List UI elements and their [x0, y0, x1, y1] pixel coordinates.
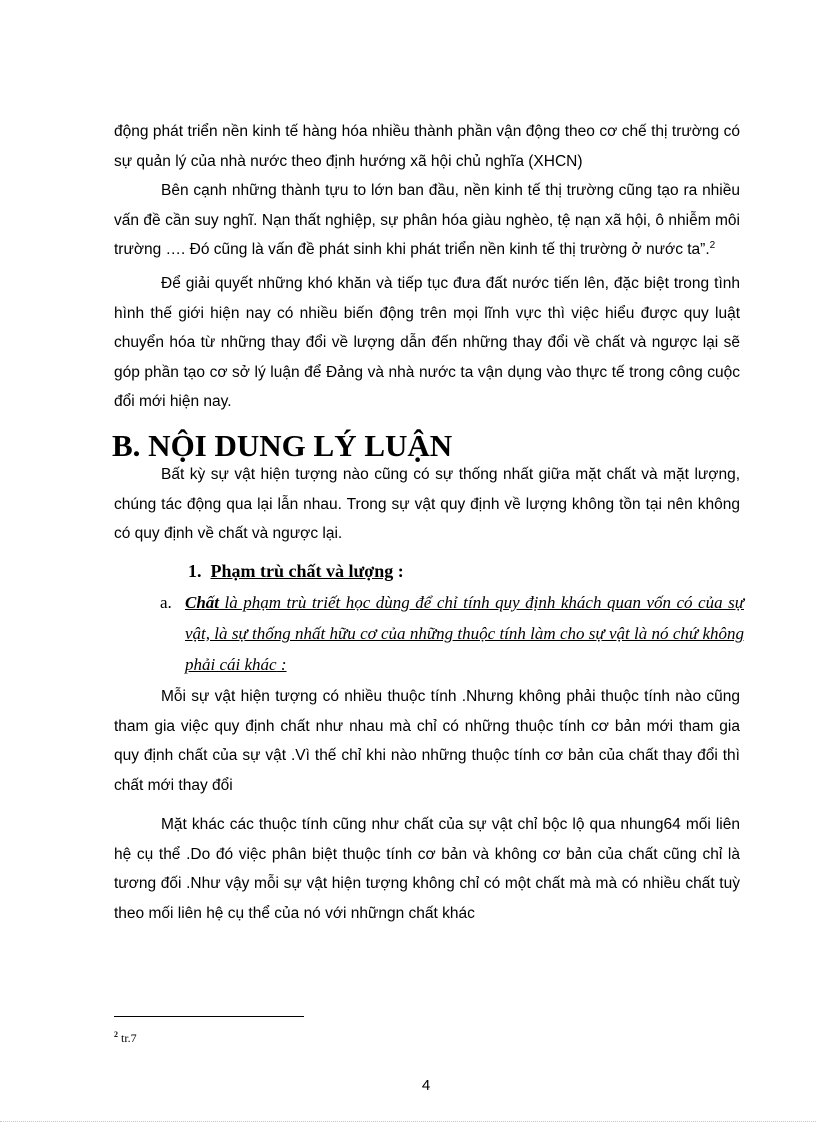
- footnote-separator: [114, 1016, 304, 1017]
- definition-text: [185, 587, 744, 680]
- definition-term: Chất: [185, 593, 220, 612]
- intro-paragraph-2-text: Bên cạnh những thành tựu to lớn ban đầu, nền kinh tế thị trường cũng tạo ra nhiều vấn đề cần suy nghĩ. Nạn thất nghiệp, sự phân hóa giàu nghèo, tệ nạn xã hội, ô nhiễm môi trường …. Đó cũng là vấn đề phát sinh khi phát triển nền kinh tế thị trường ở nước ta”.: [114, 182, 740, 258]
- definition-item: [160, 587, 744, 680]
- definition-body: là phạm trù triết học dùng để chỉ tính quy định khách quan vốn có của sự vật, là sự thống nhất hữu cơ của những thuộc tính làm cho sự vật là nó chứ không phải cái khác: [185, 593, 744, 674]
- page-bottom-border: [0, 1121, 816, 1122]
- subsection-title-text: Phạm trù chất và lượng: [210, 561, 394, 581]
- intro-paragraph-3: Để giải quyết những khó khăn và tiếp tục đưa đất nước tiến lên, đặc biệt trong tình hình thế giới hiện nay có nhiều biến động trên mọi lĩnh vực thì việc hiểu được quy luật chuyển hóa từ những thay đổi về lượng dẫn đến những thay đổi về chất và ngược lại sẽ góp phần tạo cơ sở lý luận để Đảng và nhà nước ta vận dụng vào thực tế trong công cuộc đổi mới hiện nay.: [114, 275, 740, 410]
- intro-paragraph-2: [114, 176, 740, 265]
- definition-marker: a.: [160, 593, 172, 612]
- subsection-colon: :: [393, 561, 404, 581]
- section-b-paragraph: Bất kỳ sự vật hiện tượng nào cũng có sự thống nhất giữa mặt chất và mặt lượng, chúng tác động qua lại lẫn nhau. Trong sự vật quy định về lượng không tồn tại nên không có quy định về chất và ngược lại.: [114, 466, 740, 542]
- footnote-reference[interactable]: 2: [709, 239, 716, 251]
- subsection-number: 1.: [188, 561, 202, 581]
- body-paragraph-2: Mặt khác các thuộc tính cũng như chất của sự vật chỉ bộc lộ qua nhung64 mối liên hệ cụ thể .Do đó việc phân biệt thuộc tính cơ bản và không cơ bản của chất cũng chỉ là tương đối .Như vậy mỗi sự vật hiện tượng không chỉ có một chất mà mà có nhiều chất tuỳ theo mối liên hệ cụ thể của nó với nhữngn chất khác: [114, 816, 740, 922]
- section-b-heading: B. NỘI DUNG LÝ LUẬN: [112, 428, 453, 463]
- footnote-marker: 2: [114, 1030, 118, 1039]
- footnote-text: tr.7: [118, 1031, 137, 1045]
- intro-paragraph-1: động phát triển nền kinh tế hàng hóa nhiều thành phần vận động theo cơ chế thị trường có sự quản lý của nhà nước theo định hướng xã hội chủ nghĩa (XHCN): [114, 123, 740, 170]
- footnote: [114, 1027, 137, 1046]
- subsection-1-title: [188, 558, 404, 584]
- body-paragraph-1: Mỗi sự vật hiện tượng có nhiều thuộc tính .Nhưng không phải thuộc tính nào cũng tham gia việc quy định chất như nhau mà chỉ có những thuộc tính cơ bản mới tham gia quy định chất của sự vật .Vì thế chỉ khi nào những thuộc tính cơ bản của chất thay đổi thì chất mới thay đổi: [114, 688, 740, 794]
- page-number: 4: [421, 1077, 431, 1094]
- definition-tail: :: [276, 655, 287, 674]
